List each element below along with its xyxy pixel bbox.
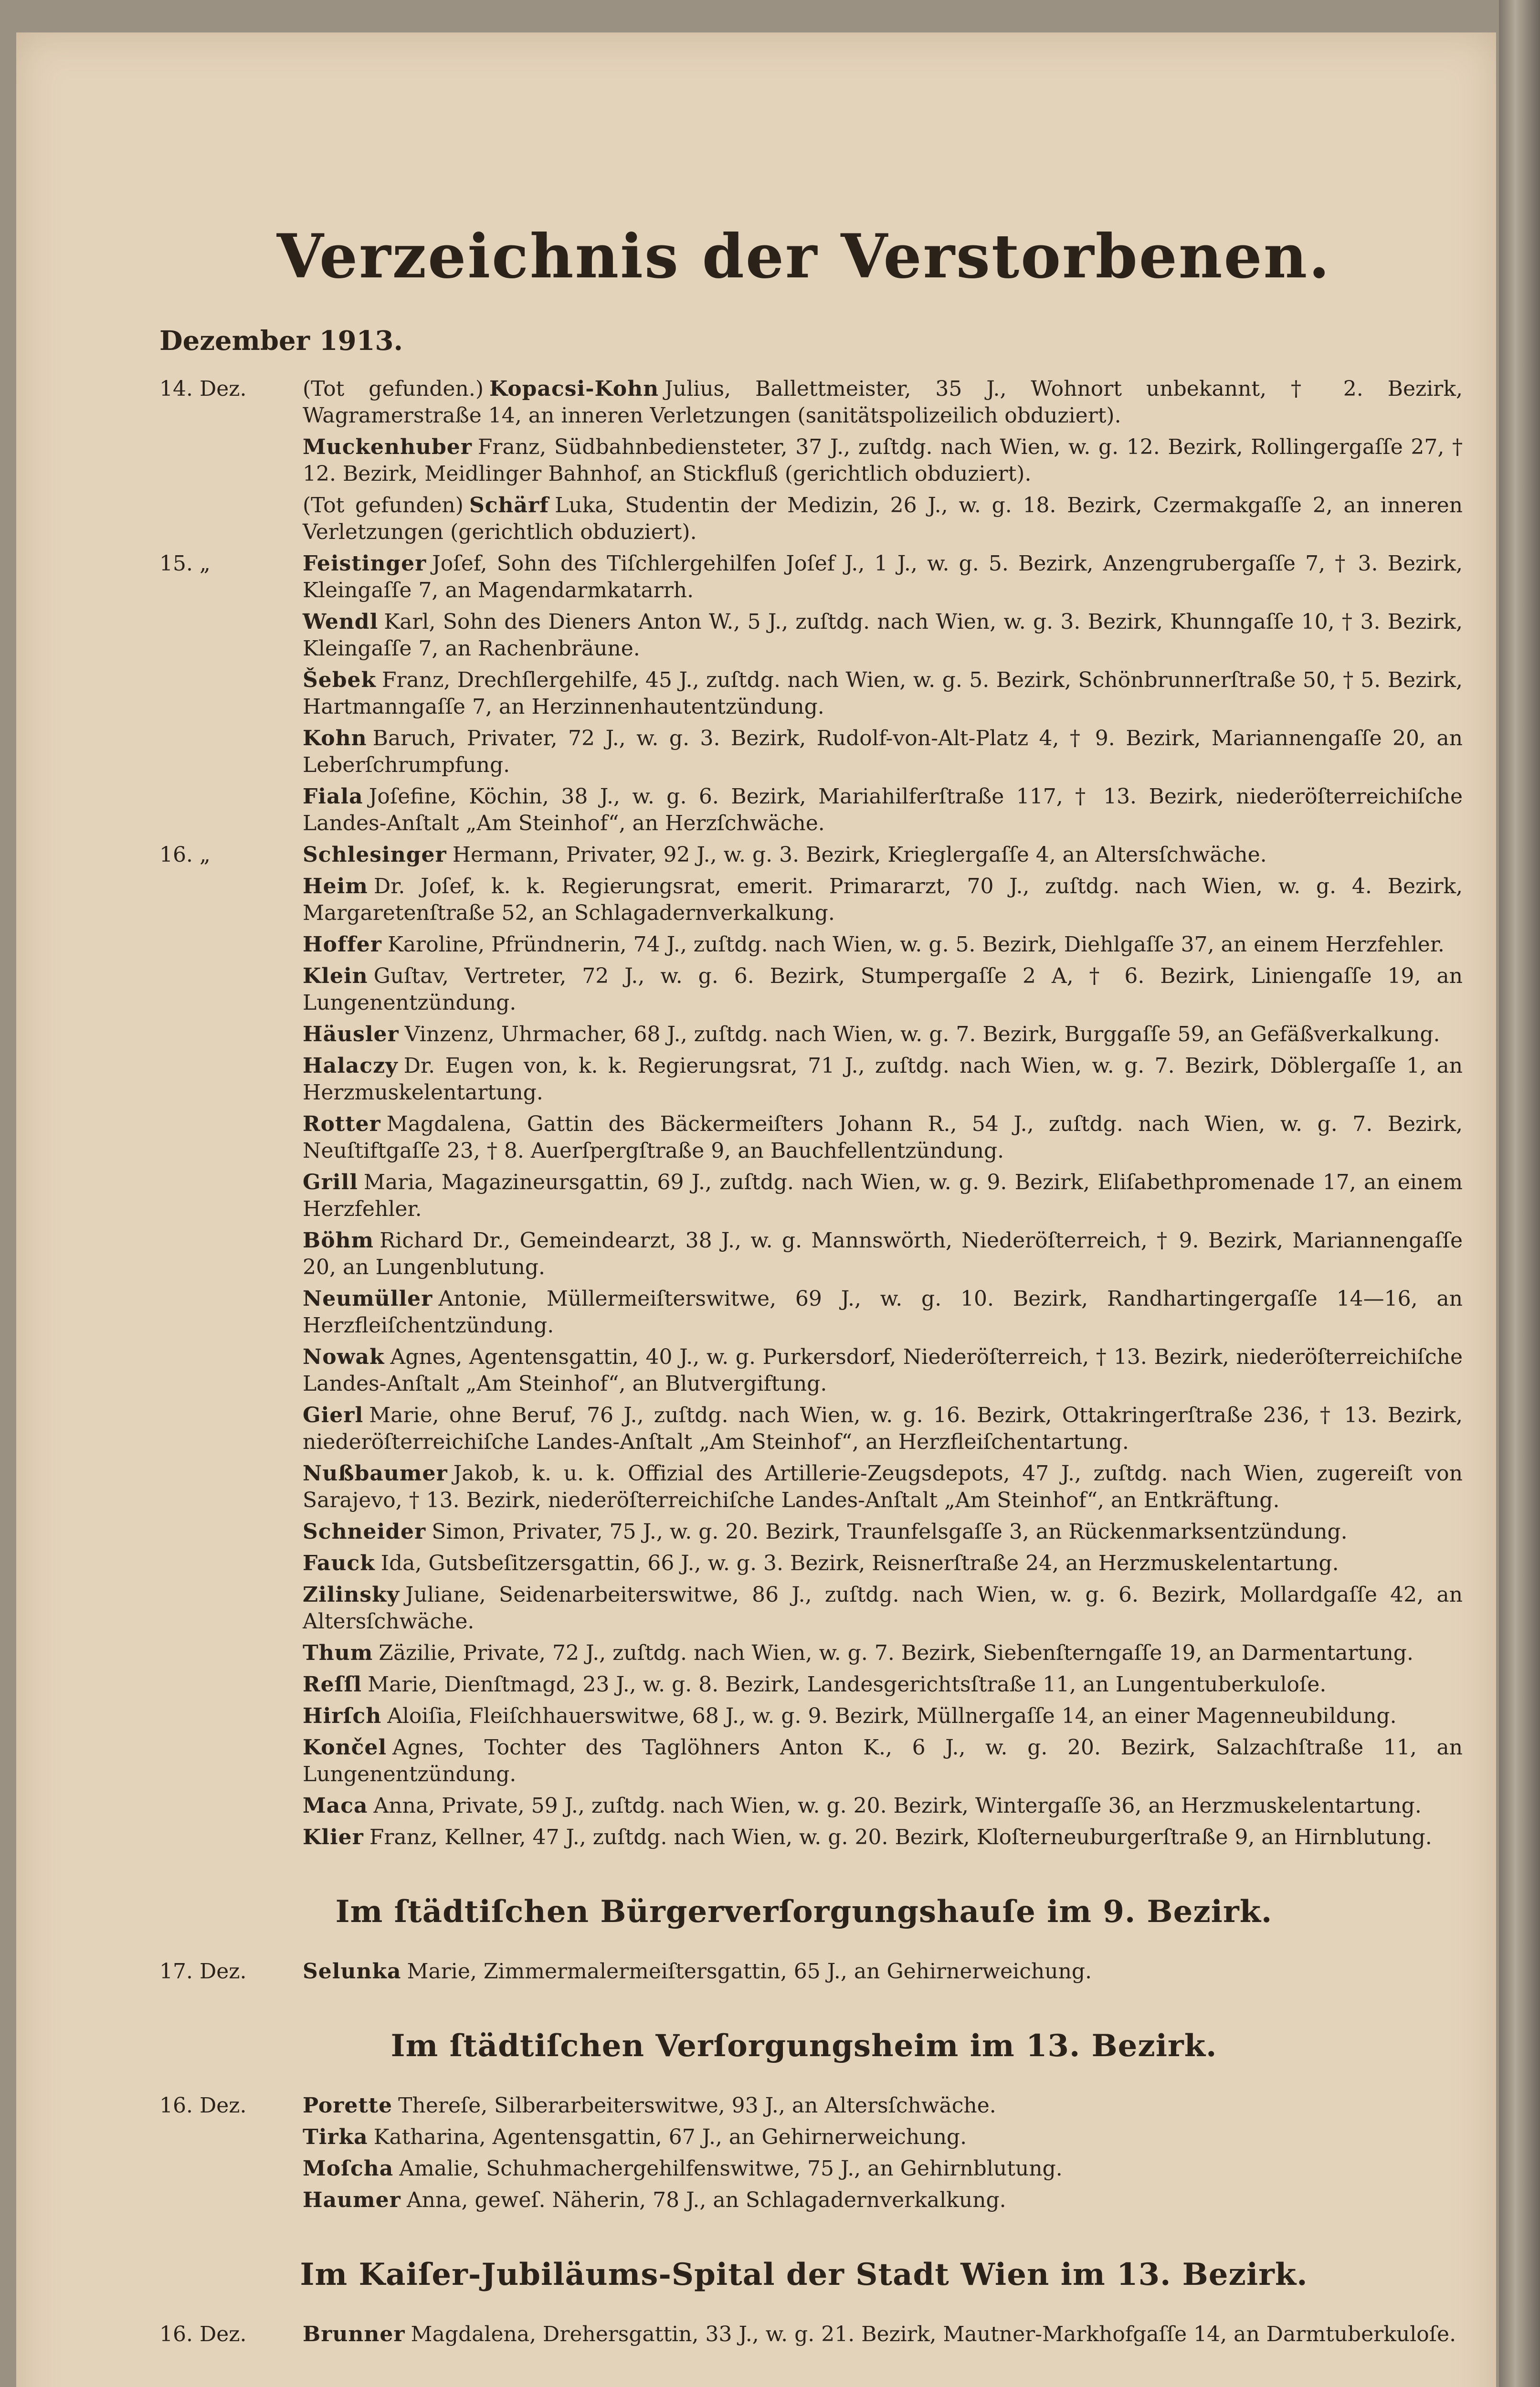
section-heading: Im ſtädtiſchen Bürgerverſorgungshauſe im 9. Bezirk.: [335, 1894, 1273, 1930]
entry-details: Agnes, Tochter des Taglöhners Anton K., 6 J., w. g. 20. Bezirk, Salzachſtraße 11, an Lungenentzündung.: [303, 1735, 1463, 1786]
death-entry: [145, 434, 1463, 487]
death-entry: [145, 2124, 1463, 2151]
entry-date: 16. Dez.: [159, 2093, 247, 2118]
entry-details: Marie, Dienſtmagd, 23 J., w. g. 8. Bezirk, Landesgerichtsſtraße 11, an Lungentuberkuloſe.: [368, 1672, 1327, 1697]
entry-text: [303, 434, 1463, 487]
entry-text: [303, 1344, 1463, 1397]
book-spine: [1499, 0, 1540, 2387]
entry-surname: Hoffer: [303, 932, 382, 957]
death-entry: [145, 1640, 1463, 1667]
entry-surname: Tirka: [303, 2125, 368, 2149]
entry-details: Amalie, Schuhmachergehilfenswitwe, 75 J., an Gehirnblutung.: [399, 2156, 1063, 2181]
death-entry: [145, 1519, 1463, 1545]
page-content: [145, 221, 1463, 2353]
entry-details: Franz, Drechſlergehilfe, 45 J., zuſtdg. nach Wien, w. g. 5. Bezirk, Schönbrunnerſtraße 50, † 5. Bezirk, Hartmanngaſſe 7, an Herzinnenhautentzündung.: [303, 668, 1463, 719]
entry-text: [303, 2187, 1463, 2214]
page-title: Verzeichnis der Verstorbenen.: [276, 221, 1331, 292]
entry-surname: Haumer: [303, 2188, 401, 2212]
entry-details: Baruch, Privater, 72 J., w. g. 3. Bezirk, Rudolf-von-Alt-Platz 4, † 9. Bezirk, Mariannengaſſe 20, an Leberſchrumpfung.: [303, 726, 1463, 777]
section-heading: Im Kaiſer-Jubiläums-Spital der Stadt Wien im 13. Bezirk.: [300, 2257, 1308, 2292]
entry-surname: Schärf: [469, 493, 549, 518]
entry-text: [303, 550, 1463, 604]
entry-text: [303, 1671, 1463, 1698]
death-entry: [145, 842, 1463, 868]
entry-text: [303, 1703, 1463, 1730]
death-entry: [145, 1703, 1463, 1730]
entry-text: [303, 873, 1463, 927]
entry-text: [303, 609, 1463, 662]
entry-text: [303, 1734, 1463, 1788]
entry-text: [303, 1582, 1463, 1635]
entry-details: Hermann, Privater, 92 J., w. g. 3. Bezirk, Krieglergaſſe 4, an Altersſchwäche.: [452, 843, 1267, 867]
entry-surname: Porette: [303, 2093, 393, 2118]
entry-details: Dr. Joſef, k. k. Regierungsrat, emerit. Primararzt, 70 J., zuſtdg. nach Wien, w. g. 4. Bezirk, Margaretenſtraße 52, an Schlagadernverkalkung.: [303, 874, 1463, 925]
death-entry: [145, 931, 1463, 958]
entry-surname: Končel: [303, 1735, 387, 1760]
entry-details: Franz, Kellner, 47 J., zuſtdg. nach Wien, w. g. 20. Bezirk, Kloſterneuburgerſtraße 9, an Hirnblutung.: [369, 1825, 1432, 1849]
entry-surname: Zilinsky: [303, 1583, 400, 1607]
entry-text: [303, 2321, 1463, 2348]
death-entry: [145, 1286, 1463, 1339]
entry-text: [303, 2155, 1463, 2182]
entry-text: [303, 1286, 1463, 1339]
entry-details: Anna, geweſ. Näherin, 78 J., an Schlagadernverkalkung.: [406, 2188, 1006, 2212]
entry-text: [303, 1227, 1463, 1281]
entry-surname: Reſſl: [303, 1672, 362, 1697]
death-entry: [145, 1958, 1463, 1985]
death-entry: [145, 2092, 1463, 2119]
entry-prefix: (Tot gefunden.): [303, 377, 484, 401]
entry-details: Ida, Gutsbeſitzersgattin, 66 J., w. g. 3. Bezirk, Reisnerſtraße 24, an Herzmuskelentartung.: [380, 1551, 1339, 1575]
entry-text: [303, 1402, 1463, 1456]
death-entry: [145, 1550, 1463, 1577]
death-entry: [145, 667, 1463, 720]
entry-details: Aloiſia, Fleiſchhauerswitwe, 68 J., w. g. 9. Bezirk, Müllnergaſſe 14, an einer Magenneubildung.: [387, 1704, 1397, 1728]
entry-details: Dr. Eugen von, k. k. Regierungsrat, 71 J., zuſtdg. nach Wien, w. g. 7. Bezirk, Döblergaſſe 1, an Herzmuskelentartung.: [303, 1054, 1463, 1105]
entry-surname: Nußbaumer: [303, 1461, 448, 1486]
death-entry: [145, 1169, 1463, 1223]
death-entry: [145, 873, 1463, 927]
entry-text: [303, 376, 1463, 429]
entry-details: Agnes, Agentensgattin, 40 J., w. g. Purkersdorf, Niederöſterreich, † 13. Bezirk, niederöſterreichiſche Landes-Anſtalt „Am Steinhof“, an Blutvergiftung.: [303, 1345, 1463, 1396]
entry-details: Guſtav, Vertreter, 72 J., w. g. 6. Bezirk, Stumpergaſſe 2 A, † 6. Bezirk, Liniengaſſe 19, an Lungenentzündung.: [303, 964, 1463, 1015]
entry-details: Zäzilie, Private, 72 J., zuſtdg. nach Wien, w. g. 7. Bezirk, Siebenſterngaſſe 19, an Darmentartung.: [379, 1641, 1413, 1665]
death-entry: [145, 2321, 1463, 2348]
death-entry: [145, 1460, 1463, 1514]
entry-details: Vinzenz, Uhrmacher, 68 J., zuſtdg. nach Wien, w. g. 7. Bezirk, Burggaſſe 59, an Gefäßverkalkung.: [404, 1022, 1440, 1046]
entry-text: [303, 1793, 1463, 1819]
entry-text: [303, 1550, 1463, 1577]
entry-text: [303, 2124, 1463, 2151]
death-entry: [145, 1671, 1463, 1698]
entry-details: Joſefine, Köchin, 38 J., w. g. 6. Bezirk, Mariahilferſtraße 117, † 13. Bezirk, niederöſterreichiſche Landes-Anſtalt „Am Steinhof“, an Herzſchwäche.: [303, 784, 1463, 835]
entry-details: Thereſe, Silberarbeiterswitwe, 93 J., an Altersſchwäche.: [398, 2093, 996, 2118]
entry-surname: Grill: [303, 1170, 358, 1194]
entry-surname: Heim: [303, 874, 368, 898]
entry-surname: Schlesinger: [303, 843, 447, 867]
entry-details: Karoline, Pfründnerin, 74 J., zuſtdg. nach Wien, w. g. 5. Bezirk, Diehlgaſſe 37, an einem Herzfehler.: [387, 932, 1445, 957]
entry-details: Magdalena, Gattin des Bäckermeiſters Johann R., 54 J., zuſtdg. nach Wien, w. g. 7. Bezirk, Neuſtiftgaſſe 23, † 8. Auerſpergſtraße 9, an Bauchfellentzündung.: [303, 1112, 1463, 1163]
entry-details: Maria, Magazineursgattin, 69 J., zuſtdg. nach Wien, w. g. 9. Bezirk, Eliſabethpromenade 17, an einem Herzfehler.: [303, 1170, 1463, 1221]
entry-surname: Fiala: [303, 784, 363, 809]
entry-surname: Halaczy: [303, 1054, 398, 1078]
entry-surname: Gierl: [303, 1403, 364, 1427]
entry-surname: Klier: [303, 1825, 364, 1849]
entry-text: [303, 842, 1463, 868]
entry-surname: Kohn: [303, 726, 367, 750]
entry-surname: Nowak: [303, 1345, 385, 1369]
entry-details: Anna, Private, 59 J., zuſtdg. nach Wien, w. g. 20. Bezirk, Wintergaſſe 36, an Herzmuskelentartung.: [373, 1794, 1422, 1818]
entry-details: Karl, Sohn des Dieners Anton W., 5 J., zuſtdg. nach Wien, w. g. 3. Bezirk, Khunngaſſe 10, † 3. Bezirk, Kleingaſſe 7, an Rachenbräune.: [303, 610, 1463, 661]
entry-date: 16. Dez.: [159, 2322, 247, 2346]
entry-surname: Thum: [303, 1641, 373, 1665]
entry-details: Simon, Privater, 75 J., w. g. 20. Bezirk, Traunfelsgaſſe 3, an Rückenmarksentzündung.: [432, 1520, 1348, 1544]
entry-text: [303, 1640, 1463, 1667]
entry-surname: Hirſch: [303, 1704, 382, 1728]
death-entry: [145, 1402, 1463, 1456]
entry-details: Richard Dr., Gemeindearzt, 38 J., w. g. Mannswörth, Niederöſterreich, † 9. Bezirk, Mariannengaſſe 20, an Lungenblutung.: [303, 1228, 1463, 1279]
entry-date: 17. Dez.: [159, 1959, 247, 1984]
section-heading: Im ſtädtiſchen Verſorgungsheim im 13. Bezirk.: [390, 2028, 1217, 2064]
entry-text: [303, 783, 1463, 837]
death-entry: [145, 609, 1463, 662]
entry-list: [145, 376, 1463, 1851]
entry-details: Julius, Ballettmeister, 35 J., Wohnort unbekannt, † 2. Bezirk, Wagramerstraße 14, an inneren Verletzungen (sanitätspolizeilich obduziert).: [303, 377, 1463, 428]
death-entry: [145, 783, 1463, 837]
death-entry: [145, 1344, 1463, 1397]
entry-text: [303, 1169, 1463, 1223]
death-entry: [145, 1111, 1463, 1164]
entry-prefix: (Tot gefunden): [303, 493, 464, 518]
entry-details: Marie, Zimmermalermeiſtersgattin, 65 J., an Gehirnerweichung.: [407, 1959, 1092, 1984]
entry-surname: Wendl: [303, 610, 379, 634]
death-entry: [145, 1053, 1463, 1106]
entry-text: [303, 1519, 1463, 1545]
entry-text: [303, 725, 1463, 779]
entry-text: [303, 963, 1463, 1016]
entry-surname: Böhm: [303, 1228, 374, 1253]
entry-text: [303, 1111, 1463, 1164]
entry-details: Juliane, Seidenarbeiterswitwe, 86 J., zuſtdg. nach Wien, w. g. 6. Bezirk, Mollardgaſſe 42, an Altersſchwäche.: [303, 1583, 1463, 1634]
document-page: [16, 32, 1496, 2387]
entry-surname: Kopacsi-Kohn: [489, 377, 659, 401]
death-entry: [145, 1227, 1463, 1281]
death-entry: [145, 2187, 1463, 2214]
death-entry: [145, 725, 1463, 779]
death-entry: [145, 376, 1463, 429]
entry-text: [303, 1958, 1463, 1985]
entry-surname: Selunka: [303, 1959, 401, 1984]
entry-surname: Brunner: [303, 2322, 405, 2346]
death-entry: [145, 1824, 1463, 1851]
entry-surname: Feistinger: [303, 551, 427, 576]
entry-surname: Rotter: [303, 1112, 381, 1136]
entry-text: [303, 1021, 1463, 1048]
entry-text: [303, 667, 1463, 720]
entry-details: Jakob, k. u. k. Offizial des Artillerie-Zeugsdepots, 47 J., zuſtdg. nach Wien, zugereiſt von Sarajevo, † 13. Bezirk, niederöſterreichiſche Landes-Anſtalt „Am Steinhof“, an Entkräftung.: [303, 1461, 1463, 1512]
death-entry: [145, 492, 1463, 546]
entry-surname: Šebek: [303, 668, 377, 692]
death-entry: [145, 550, 1463, 604]
death-entry: [145, 1582, 1463, 1635]
entry-text: [303, 492, 1463, 546]
entry-text: [303, 1053, 1463, 1106]
month-heading: Dezember 1913.: [159, 325, 403, 357]
death-entry: [145, 1793, 1463, 1819]
death-entry: [145, 1734, 1463, 1788]
entry-text: [303, 1460, 1463, 1514]
section-list: [145, 1894, 1463, 2348]
death-entry: [145, 1021, 1463, 1048]
death-entry: [145, 2155, 1463, 2182]
entry-date: 16. „: [159, 843, 211, 867]
entry-surname: Häusler: [303, 1022, 399, 1046]
entry-date: 14. Dez.: [159, 377, 247, 401]
entry-surname: Fauck: [303, 1551, 375, 1575]
entry-surname: Maca: [303, 1794, 368, 1818]
entry-details: Antonie, Müllermeiſterswitwe, 69 J., w. g. 10. Bezirk, Randhartingergaſſe 14—16, an Herzfleiſchentzündung.: [303, 1287, 1463, 1338]
entry-surname: Muckenhuber: [303, 435, 472, 459]
entry-text: [303, 2092, 1463, 2119]
entry-surname: Moſcha: [303, 2156, 394, 2181]
entry-surname: Klein: [303, 964, 368, 988]
entry-details: Franz, Südbahnbediensteter, 37 J., zuſtdg. nach Wien, w. g. 12. Bezirk, Rollingergaſſe 27, † 12. Bezirk, Meidlinger Bahnhof, an Stickfluß (gerichtlich obduziert).: [303, 435, 1463, 486]
entry-text: [303, 931, 1463, 958]
entry-details: Joſef, Sohn des Tiſchlergehilfen Joſef J., 1 J., w. g. 5. Bezirk, Anzengrubergaſſe 7, † 3. Bezirk, Kleingaſſe 7, an Magendarmkatarrh.: [303, 551, 1463, 602]
entry-details: Marie, ohne Beruf, 76 J., zuſtdg. nach Wien, w. g. 16. Bezirk, Ottakringerſtraße 236, † 13. Bezirk, niederöſterreichiſche Landes-Anſtalt „Am Steinhof“, an Herzfleiſchentartung.: [303, 1403, 1463, 1454]
entry-text: [303, 1824, 1463, 1851]
entry-date: 15. „: [159, 551, 211, 576]
entry-details: Katharina, Agentensgattin, 67 J., an Gehirnerweichung.: [373, 2125, 967, 2149]
entry-details: Luka, Studentin der Medizin, 26 J., w. g. 18. Bezirk, Czermakgaſſe 2, an inneren Verletzungen (gerichtlich obduziert).: [303, 493, 1463, 544]
entry-surname: Neumüller: [303, 1287, 433, 1311]
entry-details: Magdalena, Drehersgattin, 33 J., w. g. 21. Bezirk, Mautner-Markhofgaſſe 14, an Darmtuberkuloſe.: [411, 2322, 1456, 2346]
death-entry: [145, 963, 1463, 1016]
entry-surname: Schneider: [303, 1520, 426, 1544]
